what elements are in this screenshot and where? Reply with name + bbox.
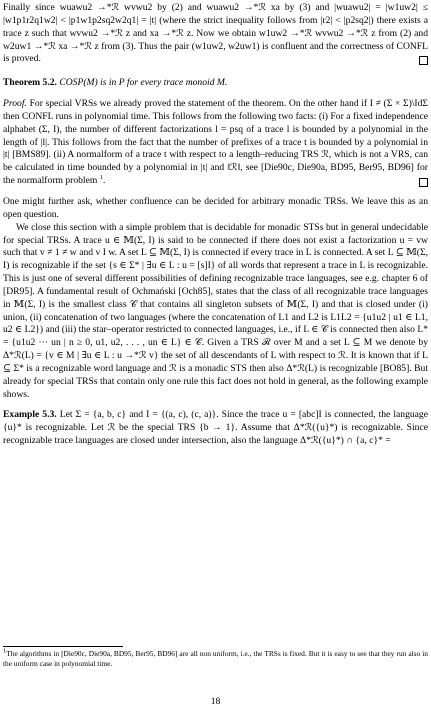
footnote-divider [3, 646, 123, 647]
example-5-3 [3, 409, 428, 448]
paragraph-text: We close this section with a simple problem that is decidable for monadic STSs but in general undecidable for special TRSs. A trace u ∈ 𝕄(Σ, I) is said to be connected if there does not exist a factorization u = vw such that v ≠ 1 ≠ w and v I w. A set L ⊆ 𝕄(Σ, I) is connected if every trace in L is connected. A set L ⊆ 𝕄(Σ, I) is recognizable if the set {s ∈ Σ* | ∃u ∈ L : u = [s]I} of all words that represent a trace in L is recognizable. This is just one of several different possibilities of defining recognizable trace languages, see e.g. chapter 6 of [DR95]. A fundamental result of Ochmański [Och85], states that the class of all recognizable trace languages in 𝕄(Σ, I) is the smallest class 𝒞 that contains all singleton subsets of 𝕄(Σ, I) and that is closed under (i) union, (ii) concatenation of two languages (where the concatenation of L1 and L2 is L1L2 = {u1u2 | u1 ∈ L1, u2 ∈ L2}) and (iii) the star–operator restricted to connected languages, i.e., if L ∈ 𝒞 is connected then also L* = {u1u2 ··· un | n ≥ 0, u1, u2, . . . , un ∈ L} ∈ 𝒞. Given a TRS ℛ over M and a set L ⊆ M we denote by Δ*ℛ(L) = {v ∈ M | ∃u ∈ L : u →*ℛ v} the set of all descendants of L with respect to ℛ. It is known that if L ⊆ Σ* is a recognizable word language and ℛ is a monadic STS then also Δ*ℛ(L) is recognizable [BO85]. But already for special TRSs that contain only one rule this fact does not hold in general, as the following example shows. [3, 221, 428, 400]
theorem-text: COSP(M) is in P for every trace monoid M. [59, 77, 228, 89]
proof-label: Proof. [3, 98, 27, 110]
footnote-reference: 1 [99, 173, 103, 181]
paragraph-recognizable-languages [3, 222, 428, 402]
theorem-5-2 [3, 77, 428, 90]
footnote [3, 649, 428, 668]
page-number: 18 [210, 696, 221, 707]
footnote-mark: 1 [3, 647, 7, 655]
proof-paragraph: Proof. For special VRSs we already proved the statement of the theorem. On the other hand if I ≠ (Σ × Σ)\IdΣ then CONFL runs in polynomial time. This follows from the following two facts: (i) For a fixed independence alphabet (Σ, I), the number of different factorizations l = psq of a trace l is bounded by a polynomial in the length of |l|. This follows from the fact that the number of prefixes of a trace t is bounded by a polynomial in |t| [BMS89]. (ii) A normalform of a trace t with respect to a length–reducing TRS ℛ, which is not a VRS, can be calculated in time bounded by a polynomial in |t| and ‖ℛ‖, see [Die90c, Die90a, BD95, Ber95, BD96] for the normalform problem $^1$. [3, 98, 429, 187]
qed-square-icon [419, 178, 428, 187]
qed-square-icon [419, 56, 428, 65]
theorem-label: Theorem 5.2. [3, 77, 57, 89]
paragraph-text: Finally since wuawu2 →*ℛ wvwu2 by (2) and wuawu2 →*ℛ xa by (3) and |wuawu2| = |w1uw2| ≤ |w1p1r2q1w2| < |p1w1p2sq2w2q1| = |t| (where the strict inequality follows from |r2| < |p2sq2|) there exists a trace z such that wvwu2 →*ℛ z and xa →*ℛ z. Now we obtain w1uw2 →*ℛ wvwu2 →*ℛ z from (2) and w2uw1 →*ℛ xa →*ℛ z from (3). Thus the pair (w1uw2, w2uw1) is confluent and the correctness of CONFL is proved. [3, 2, 428, 65]
example-text: Let Σ = {a, b, c} and I = {(a, c), (c, a)}. Since the trace u = [abc]I is connected, the language {u}* is recognizable. Let ℛ be the special TRS {b → 1}. Assume that Δ*ℛ({u}*) is recognizable. Since recognizable trace languages are closed under intersection, also the language Δ*ℛ({u}*) ∩ {a, c}* = [3, 409, 428, 447]
paragraph-confluence-proof-end [3, 2, 428, 66]
example-label: Example 5.3. [3, 409, 57, 421]
footnote-text: The algorithms in [Die90c, Die90a, BD95, Ber95, BD96] are all non uniform, i.e., the TRSs is fixed. But it is easy to see that they run also in the uniform case in polynomial time. [3, 649, 428, 668]
paragraph-text: One might further ask, whether confluence can be decided for arbitrary monadic TRSs. We leave this as an open question. [3, 195, 428, 220]
paragraph-open-question [3, 196, 428, 222]
proof-text: For special VRSs we already proved the statement of the theorem. On the other hand if I ≠ (Σ × Σ)\IdΣ then CONFL runs in polynomial time. This follows from the following two facts: (i) For a fixed independence alphabet (Σ, I), the number of different factorizations l = psq of a trace l is bounded by a polynomial in the length of |l|. This follows from the fact that the number of prefixes of a trace t is bounded by a polynomial in |t| [BMS89]. (ii) A normalform of a trace t with respect to a length–reducing TRS ℛ, which is not a VRS, can be calculated in time bounded by a polynomial in |t| and ‖ℛ‖, see [Die90c, Die90a, BD95, Ber95, BD96] for the normalform problem [3, 98, 429, 187]
